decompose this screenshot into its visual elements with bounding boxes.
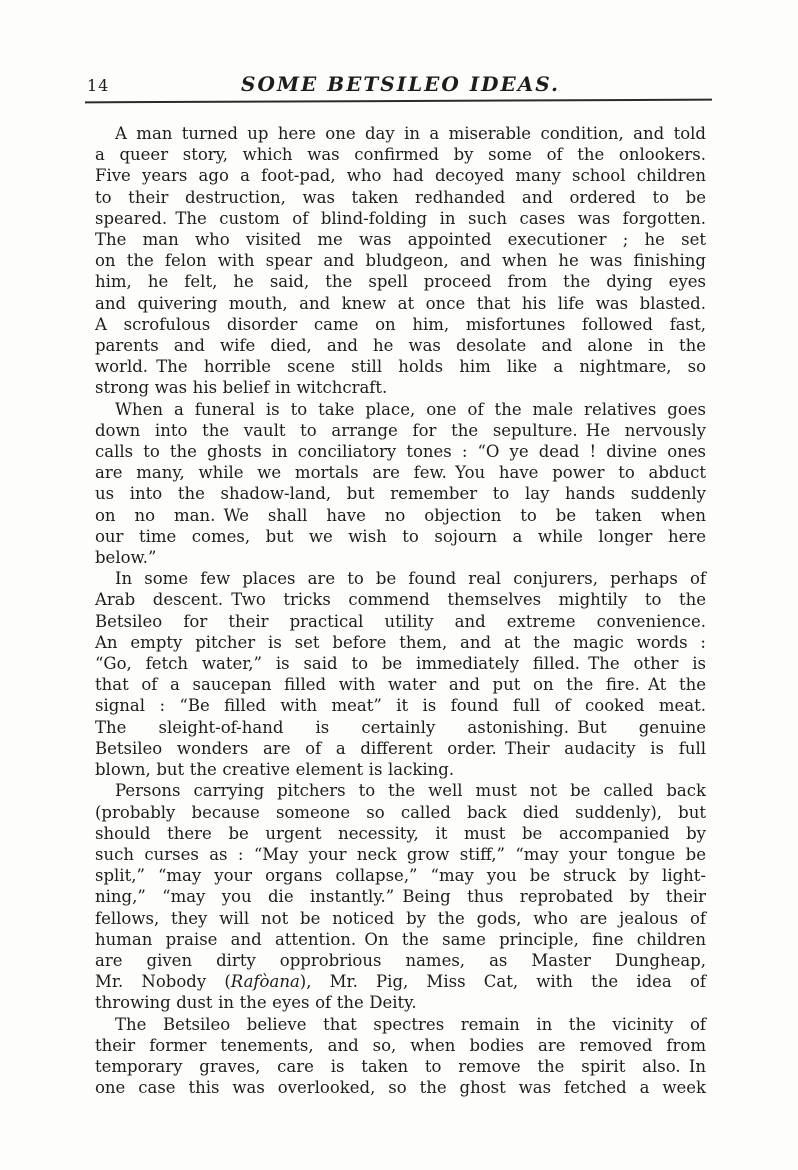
text-line: “Go, fetch water,” is said to be immediately filled. The other is [95, 654, 706, 674]
text-line: speared. The custom of blind-folding in such cases was forgotten. [95, 208, 706, 228]
text-line: should there be urgent necessity, it must be accompanied by [95, 823, 706, 843]
text-line: (probably because someone so called back died suddenly), but [95, 802, 706, 822]
text-line: The man who visited me was appointed executioner ; he set [95, 230, 706, 250]
text-line: The Betsileo believe that spectres remain in the vicinity of [115, 1014, 706, 1034]
text-line: signal : “Be filled with meat” it is found full of cooked meat. [95, 696, 706, 716]
text-line: blown, but the creative element is lacking. [95, 760, 455, 780]
text-line: throwing dust in the eyes of the Deity. [95, 993, 417, 1013]
text-line: fellows, they will not be noticed by the gods, who are jealous of [95, 908, 706, 928]
text-line: world. The horrible scene still holds him like a nightmare, so [95, 357, 706, 377]
text-line: Mr. Nobody (Rafòana), Mr. Pig, Miss Cat, with the idea of [95, 972, 706, 992]
text-line: human praise and attention. On the same principle, fine children [95, 929, 706, 949]
text-line: a queer story, which was confirmed by some of the onlookers. [95, 145, 706, 165]
paragraph [95, 399, 706, 569]
text-line: to their destruction, was taken redhanded and ordered to be [95, 187, 706, 207]
text-line: one case this was overlooked, so the ghost was fetched a week [95, 1078, 706, 1098]
text-line: strong was his belief in witchcraft. [95, 378, 388, 398]
text-line: When a funeral is to take place, one of the male relatives goes [115, 399, 706, 419]
text-line: An empty pitcher is set before them, and at the magic words : [95, 632, 706, 652]
text-line: on no man. We shall have no objection to be taken when [95, 505, 706, 525]
running-title: SOME BETSILEO IDEAS. [241, 72, 560, 96]
text-line: parents and wife died, and he was desolate and alone in the [95, 336, 706, 356]
text-line: In some few places are to be found real conjurers, perhaps of [115, 569, 706, 589]
text-line: are many, while we mortals are few. You have power to abduct [95, 463, 706, 483]
text-line: A man turned up here one day in a miserable condition, and told [115, 124, 706, 143]
text-line: on the felon with spear and bludgeon, and when he was finishing [95, 251, 706, 271]
paragraph [95, 123, 706, 399]
italic-term: Rafòana [230, 972, 300, 992]
page-number: 14 [87, 76, 110, 95]
text-line: Five years ago a foot-pad, who had decoyed many school children [95, 166, 706, 186]
text-line: down into the vault to arrange for the sepulture. He nervously [95, 420, 706, 440]
text-line: our time comes, but we wish to sojourn a while longer here [95, 526, 706, 546]
paragraph [95, 568, 706, 780]
text-line: The sleight-of-hand is certainly astonishing. But genuine [95, 717, 706, 737]
text-line: are given dirty opprobrious names, as Master Dungheap, [95, 950, 706, 970]
text-line: Arab descent. Two tricks commend themselves mightily to the [95, 590, 706, 610]
text-line: their former tenements, and so, when bodies are removed from [95, 1035, 706, 1055]
paragraph [95, 1014, 706, 1099]
page-body [95, 123, 706, 1098]
header-rule [85, 99, 712, 104]
text-line: such curses as : “May your neck grow stiff,” “may your tongue be [95, 844, 706, 864]
text-line: temporary graves, care is taken to remove the spirit also. In [95, 1056, 706, 1076]
text-line: ning,” “may you die instantly.” Being thus reprobated by their [95, 887, 706, 907]
text-line: calls to the ghosts in conciliatory tones : “O ye dead ! divine ones [95, 442, 706, 462]
page-header [87, 72, 706, 102]
text-line: Betsileo wonders are of a different order. Their audacity is full [95, 738, 706, 758]
paragraph [95, 780, 706, 1013]
text-line: Persons carrying pitchers to the well must not be called back [115, 781, 706, 801]
text-line: and quivering mouth, and knew at once that his life was blasted. [95, 293, 706, 313]
text-line: below.” [95, 548, 157, 568]
text-line: split,” “may your organs collapse,” “may you be struck by light- [95, 866, 706, 886]
text-line: A scrofulous disorder came on him, misfortunes followed fast, [95, 314, 706, 334]
text-line: that of a saucepan filled with water and put on the fire. At the [95, 675, 706, 695]
text-line: Betsileo for their practical utility and extreme convenience. [95, 611, 706, 631]
text-line: us into the shadow-land, but remember to lay hands suddenly [95, 484, 706, 504]
text-line: him, he felt, he said, the spell proceed from the dying eyes [95, 272, 706, 292]
